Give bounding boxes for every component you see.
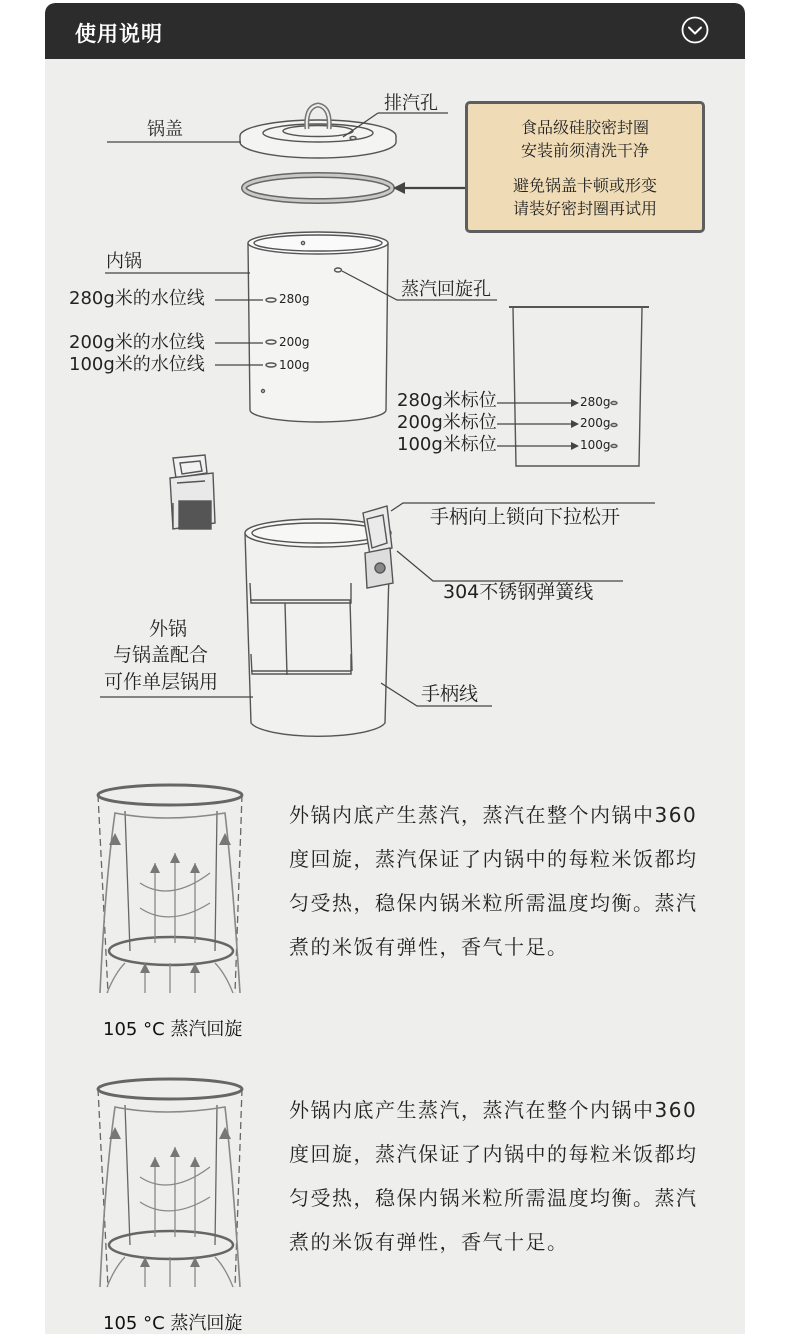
label-water-100: 100g米的水位线: [69, 354, 205, 375]
label-outer-pot-1: 外锅: [149, 618, 188, 640]
steam-caption-2: 105 °C 蒸汽回旋: [103, 1313, 243, 1334]
label-steam-hole: 蒸汽回旋孔: [401, 279, 491, 300]
steam-caption-1: 105 °C 蒸汽回旋: [103, 1019, 243, 1040]
steam-paragraph-2: 外锅内底产生蒸汽，蒸汽在整个内锅中360度回旋，蒸汽保证了内锅中的每粒米饭都均匀受热，稳保内锅米粒所需温度均衡。蒸汽煮的米饭有弹性，香气十足。: [289, 1098, 698, 1254]
label-rice-100: 100g米标位: [397, 434, 497, 455]
label-handle-lock: 手柄向上锁向下拉松开: [430, 506, 621, 528]
label-handle-wire: 手柄线: [421, 683, 479, 705]
gasket-note-line1: 食品级硅胶密封圈: [520, 118, 649, 137]
pot-mark-200: 200g: [279, 335, 310, 349]
label-rice-200: 200g米标位: [397, 412, 497, 433]
label-water-280: 280g米的水位线: [69, 288, 205, 309]
cup-mark-100: 100g: [580, 438, 611, 452]
label-water-200: 200g米的水位线: [69, 332, 205, 353]
gasket-note-line3: 避免锅盖卡顿或形变: [512, 176, 657, 195]
label-rice-280: 280g米标位: [397, 390, 497, 411]
cup-mark-200: 200g: [580, 416, 611, 430]
label-outer-pot-2: 与锅盖配合: [113, 644, 209, 666]
label-outer-pot-3: 可作单层锅用: [104, 671, 219, 693]
label-vent: 排汽孔: [384, 93, 438, 114]
label-lid: 锅盖: [147, 119, 183, 140]
label-inner-pot: 内锅: [106, 251, 142, 272]
label-spring-wire: 304不锈钢弹簧线: [443, 581, 594, 603]
steam-paragraph-1: 外锅内底产生蒸汽，蒸汽在整个内锅中360度回旋，蒸汽保证了内锅中的每粒米饭都均匀受热，稳保内锅米粒所需温度均衡。蒸汽煮的米饭有弹性，香气十足。: [289, 803, 698, 959]
gasket-note-line4: 请装好密封圈再试用: [512, 199, 657, 218]
pot-mark-100: 100g: [279, 358, 310, 372]
cup-mark-280: 280g: [580, 395, 611, 409]
gasket-note-line2: 安装前须清洗干净: [520, 141, 649, 160]
instructions-card: [45, 3, 745, 1334]
pot-mark-280: 280g: [279, 292, 310, 306]
section-title: 使用说明: [75, 22, 163, 46]
